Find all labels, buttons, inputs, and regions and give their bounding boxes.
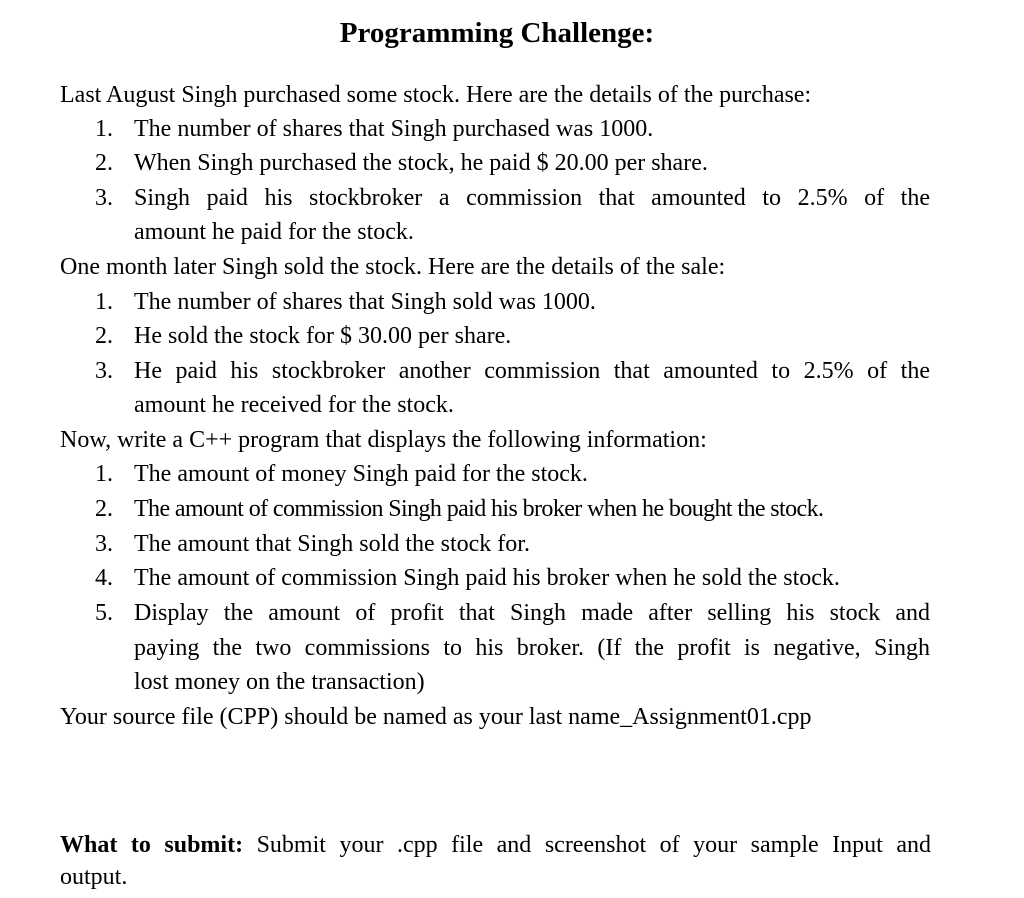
list-text: He sold the stock for $ 30.00 per share. [134, 323, 512, 349]
submit-text: Submit your .cpp file and screenshot of your sample Input and [243, 832, 932, 858]
list-text: Display the amount of profit that Singh made after selling his stock and [134, 600, 930, 626]
list-text: The number of shares that Singh purchased was 1000. [134, 116, 654, 142]
purchase-item-3-continued: amount he paid for the stock. [134, 219, 414, 245]
page-title: Programming Challenge: [339, 17, 655, 49]
program-item-5-continued: paying the two commissions to his broker. (If the profit is negative, Singh [134, 635, 930, 661]
list-number: 2. [95, 496, 113, 522]
list-number: 4. [95, 565, 113, 591]
sale-item-3-continued: amount he received for the stock. [134, 392, 454, 418]
program-item-3 [95, 527, 530, 561]
purchase-intro: Last August Singh purchased some stock. Here are the details of the purchase: [60, 82, 812, 108]
program-item-2 [95, 492, 824, 526]
list-text: The amount of money Singh paid for the stock. [134, 461, 588, 487]
list-number: 3. [95, 531, 113, 557]
list-number: 1. [95, 116, 113, 142]
program-item-5-continued-2: lost money on the transaction) [134, 669, 425, 695]
program-intro: Now, write a C++ program that displays the following information: [60, 427, 707, 453]
sale-item-2 [95, 319, 512, 353]
sale-intro: One month later Singh sold the stock. Here are the details of the sale: [60, 254, 726, 280]
list-number: 1. [95, 289, 113, 315]
purchase-item-1 [95, 112, 654, 146]
purchase-item-3 [95, 181, 930, 215]
list-text: Singh paid his stockbroker a commission that amounted to 2.5% of the [134, 185, 930, 211]
program-item-5 [95, 596, 930, 630]
list-number: 3. [95, 358, 113, 384]
program-item-1 [95, 457, 588, 491]
list-text: The number of shares that Singh sold was 1000. [134, 289, 596, 315]
list-text: When Singh purchased the stock, he paid $ 20.00 per share. [134, 150, 708, 176]
submit-instructions [60, 829, 931, 893]
purchase-item-2 [95, 146, 708, 180]
list-number: 2. [95, 150, 113, 176]
list-number: 3. [95, 185, 113, 211]
sale-item-3 [95, 354, 930, 388]
sale-item-1 [95, 285, 596, 319]
list-text: The amount of commission Singh paid his broker when he bought the stock. [134, 496, 824, 522]
source-file-note: Your source file (CPP) should be named as your last name_Assignment01.cpp [60, 704, 812, 730]
list-number: 5. [95, 600, 113, 626]
list-text: The amount that Singh sold the stock for. [134, 531, 530, 557]
list-text: The amount of commission Singh paid his broker when he sold the stock. [134, 565, 840, 591]
list-text: He paid his stockbroker another commission that amounted to 2.5% of the [134, 358, 930, 384]
submit-label: What to submit: [60, 832, 244, 858]
submit-text-continued: output. [60, 864, 128, 890]
list-number: 1. [95, 461, 113, 487]
list-number: 2. [95, 323, 113, 349]
program-item-4 [95, 561, 840, 595]
